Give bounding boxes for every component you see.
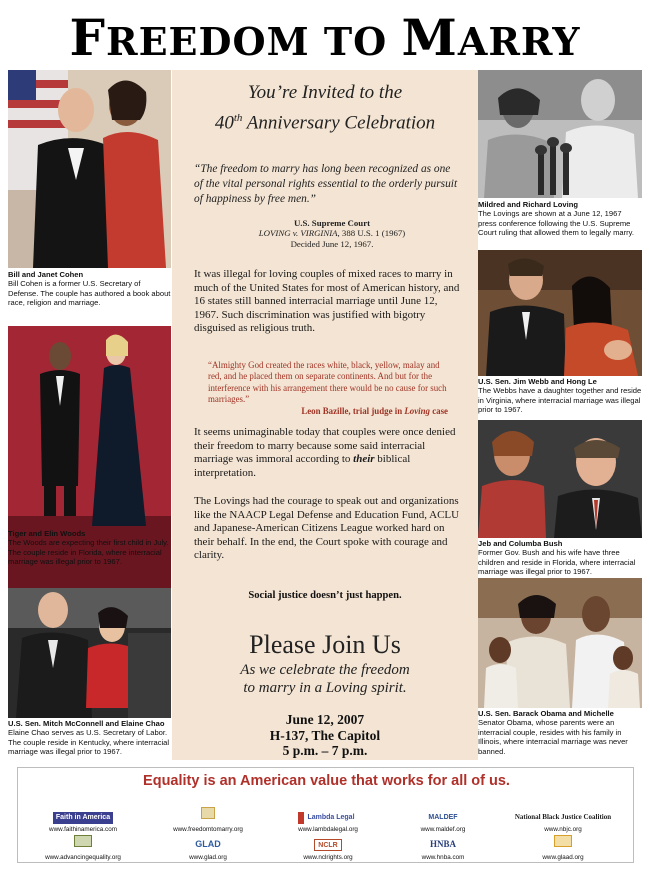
photo-obama-family	[478, 578, 642, 708]
glad-logo: GLAD	[195, 839, 221, 849]
org-hnba[interactable]	[388, 834, 498, 861]
org-url[interactable]: www.lambdalegal.org	[298, 826, 358, 833]
invitation-panel	[172, 70, 478, 760]
judge-quote: “Almighty God created the races white, black, yellow, malay and red, and he placed them on separate continents. And but for the interference with his arrangement there would be no cause for such marriages.” Leon Bazille, trial judge in Loving case	[208, 360, 448, 416]
org-url[interactable]: www.glad.org	[189, 854, 227, 861]
caption-mcconnell-chao: U.S. Sen. Mitch McConnell and Elaine Chao Elaine Chao serves as U.S. Secretary of Labor. The couple reside in Kentucky, where interracial marriage was illegal prior to 1967.	[8, 719, 170, 757]
invite-line-1: You’re Invited to the	[247, 82, 403, 103]
org-faith-in-america[interactable]	[28, 806, 138, 833]
photo-mcconnell-chao	[8, 588, 171, 718]
caption-webb-hong-le: U.S. Sen. Jim Webb and Hong Le The Webbs have a daughter together and reside in Virginia, where interracial marriage was illegal prior to 1967.	[478, 377, 642, 415]
social-justice-line: Social justice doesn’t just happen.	[248, 590, 402, 601]
hnba-logo: HNBA	[429, 839, 456, 849]
nclr-logo: NCLR	[314, 839, 341, 851]
org-glad[interactable]	[153, 834, 263, 861]
glaad-logo	[554, 835, 572, 847]
caption-tiger-elin-woods: Tiger and Elin Woods The Woods are expecting their first child in July. The couple reside in Florida, where interracial marriage was illegal prior to 1967.	[8, 529, 169, 567]
org-nclr[interactable]	[273, 834, 383, 861]
org-freedom-to-marry[interactable]	[153, 806, 263, 833]
org-url[interactable]: www.advancingequality.org	[45, 854, 121, 861]
org-url[interactable]: www.nbjc.org	[544, 826, 582, 833]
org-url[interactable]: www.glaad.org	[542, 854, 584, 861]
invite-line-2: 40th Anniversary Celebration	[214, 112, 436, 134]
org-nbjc[interactable]	[498, 806, 628, 833]
org-lambda-legal[interactable]	[273, 806, 383, 833]
event-time: 5 p.m. – 7 p.m.	[282, 743, 368, 758]
org-url[interactable]: www.maldef.org	[420, 826, 466, 833]
supreme-court-quote: “The freedom to marry has long been recognized as one of the vital personal rights essential to the orderly pursuit of happiness by free men.”	[194, 163, 458, 205]
org-advancing-equality[interactable]	[28, 834, 138, 861]
nbjc-logo: National Black Justice Coalition	[514, 813, 612, 821]
photo-webb-hong-le	[478, 250, 642, 376]
judge-attribution: Leon Bazille, trial judge in Loving case	[301, 405, 448, 416]
org-url[interactable]: www.faithinamerica.com	[49, 826, 117, 833]
org-maldef[interactable]	[388, 806, 498, 833]
caption-jeb-columba-bush: Jeb and Columba Bush Former Gov. Bush and his wife have three children and reside in Florida, where interracial marriage was illegal prior to 1967.	[478, 539, 636, 577]
org-url[interactable]: www.hnba.com	[421, 854, 465, 861]
event-location: H-137, The Capitol	[269, 727, 381, 743]
join-subheading: As we celebrate the freedom to marry in a Loving spirit.	[240, 662, 410, 696]
caption-obama-family: U.S. Sen. Barack Obama and Michelle Senator Obama, whose parents were an interracial couple, resides with his family in Illinois, where interracial marriage was never banned.	[478, 709, 628, 756]
photo-jeb-columba-bush	[478, 420, 642, 538]
join-heading: Please Join Us	[249, 630, 401, 659]
advancing-equality-logo	[74, 835, 92, 847]
lambda-legal-logo: Lambda Legal	[298, 812, 357, 824]
supreme-court-citation: U.S. Supreme Court LOVING v. VIRGINIA, 388 U.S. 1 (1967) Decided June 12, 1967.	[258, 218, 406, 249]
photo-mildred-richard-loving	[478, 70, 642, 198]
masthead-title: FREEDOM TO MARRY	[69, 8, 581, 67]
event-details	[172, 712, 478, 759]
paragraph-history: It was illegal for loving couples of mixed races to marry in much of the United States for most of American history, and 16 states still banned interracial marriage until June 12, 1967. Such discrimination was justified with bigotry disguised as religious truth.	[194, 268, 460, 335]
caption-bill-janet-cohen: Bill and Janet Cohen Bill Cohen is a former U.S. Secretary of Defense. The couple has authored a book about race, religion and marriage.	[8, 270, 171, 308]
org-url[interactable]: www.freedomtomarry.org	[173, 826, 243, 833]
caption-mildred-richard-loving: Mildred and Richard Loving The Lovings are shown at a June 12, 1967 press conference following the U.S. Supreme Court ruling that allowed them to legally marry.	[478, 200, 635, 238]
photo-bill-janet-cohen	[8, 70, 171, 268]
org-glaad[interactable]	[508, 834, 618, 861]
org-url[interactable]: www.nclrights.org	[303, 854, 353, 861]
footer-tagline: Equality is an American value that works for all of us.	[143, 773, 510, 789]
event-date: June 12, 2007	[285, 712, 365, 727]
paragraph-lovings-courage: The Lovings had the courage to speak out and organizations like the NAACP Legal Defense and Education Fund, ACLU and Japanese-American Citizens League worked hard on their behalf. In the end, the Court spoke with courage and clarity.	[194, 495, 460, 562]
paragraph-unimaginable: It seems unimaginable today that couples were once denied their freedom to marry because some said interracial marriage was immoral according to their biblical interpretation.	[194, 426, 456, 479]
maldef-logo: MALDEF	[428, 814, 458, 821]
sponsors-footer	[17, 767, 634, 863]
faith-in-america-logo: Faith in America	[53, 812, 113, 824]
freedom-to-marry-logo	[201, 807, 215, 819]
